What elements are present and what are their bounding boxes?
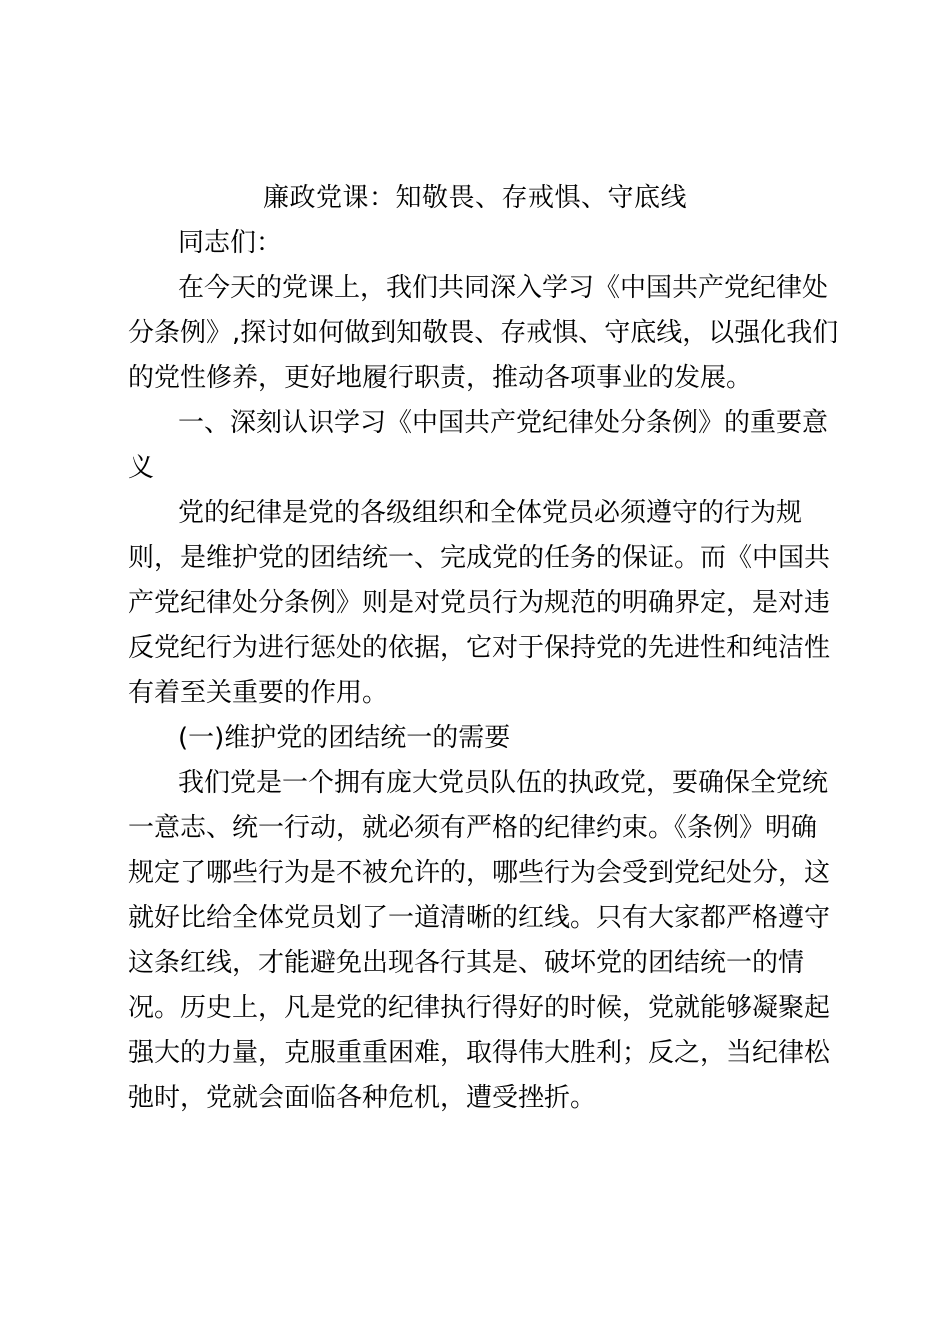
- paragraph-line: 分条例》,探讨如何做到知敬畏、存戒惧、守底线，以强化我们: [128, 318, 839, 348]
- salutation-line: 同志们：: [178, 228, 283, 258]
- paragraph-line: 这条红线，才能避免出现各行其是、破坏党的团结统一的情: [128, 948, 805, 978]
- paragraph-line: 就好比给全体党员划了一道清晰的红线。只有大家都严格遵守: [128, 903, 831, 933]
- section-heading-line: 义: [128, 453, 155, 483]
- paragraph-line: 况。历史上，凡是党的纪律执行得好的时候，党就能够凝聚起: [128, 993, 831, 1023]
- paragraph-line: 的党性修养，更好地履行职责，推动各项事业的发展。: [128, 363, 753, 393]
- subsection-heading-line: (一)维护党的团结统一的需要: [178, 723, 511, 753]
- paragraph-line: 弛时，党就会面临各种危机，遭受挫折。: [128, 1083, 597, 1113]
- paragraph-line: 反党纪行为进行惩处的依据，它对于保持党的先进性和纯洁性: [128, 633, 831, 663]
- paragraph-line: 党的纪律是党的各级组织和全体党员必须遵守的行为规: [178, 498, 803, 528]
- paragraph-line: 我们党是一个拥有庞大党员队伍的执政党，要确保全党统: [178, 768, 829, 798]
- section-heading-line: 一、深刻认识学习《中国共产党纪律处分条例》的重要意: [178, 408, 829, 438]
- paragraph-line: 有着至关重要的作用。: [128, 678, 389, 708]
- document-title: 廉政党课：知敬畏、存戒惧、守底线: [262, 183, 687, 213]
- paragraph-line: 规定了哪些行为是不被允许的，哪些行为会受到党纪处分，这: [128, 858, 831, 888]
- paragraph-line: 则，是维护党的团结统一、完成党的任务的保证。而《中国共: [128, 543, 831, 573]
- paragraph-line: 一意志、统一行动，就必须有严格的纪律约束。《条例》明确: [128, 813, 818, 843]
- paragraph-line: 在今天的党课上，我们共同深入学习《中国共产党纪律处: [178, 273, 829, 303]
- paragraph-line: 产党纪律处分条例》则是对党员行为规范的明确界定，是对违: [128, 588, 831, 618]
- paragraph-line: 强大的力量，克服重重困难，取得伟大胜利；反之，当纪律松: [128, 1038, 831, 1068]
